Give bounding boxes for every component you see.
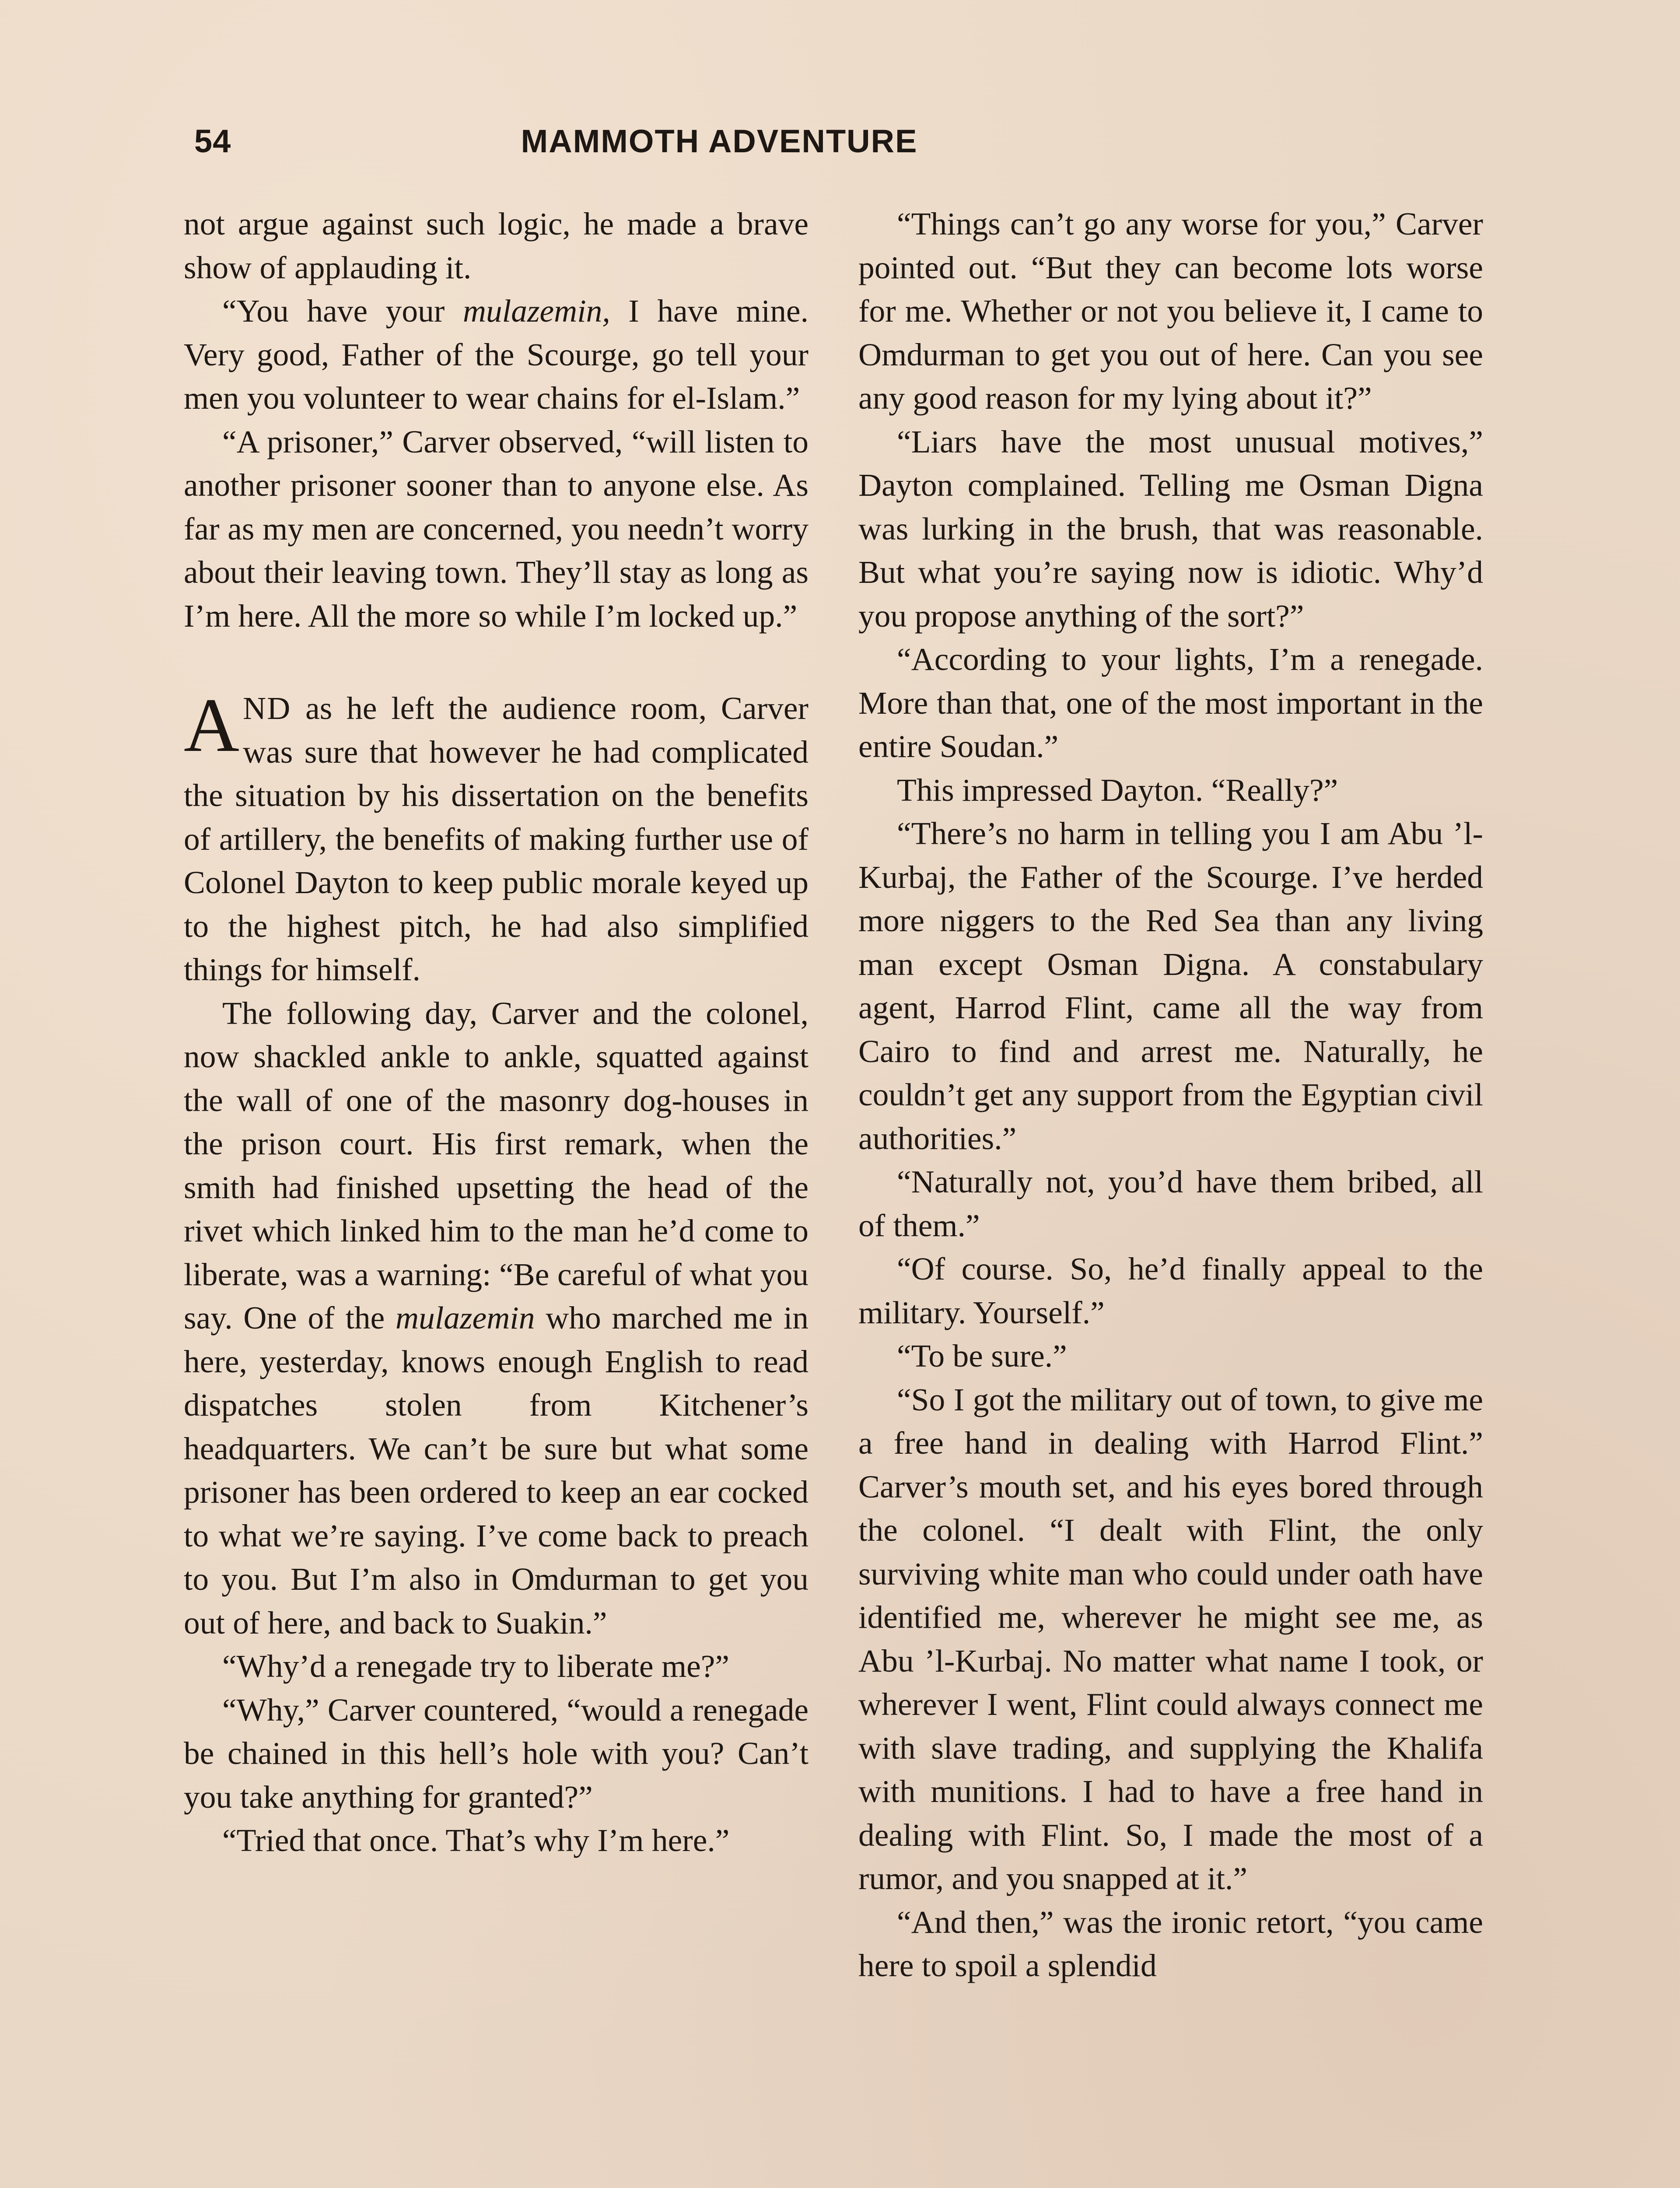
paragraph: “Why,” Carver countered, “would a renegade be chained in this hell’s hole with you? Can’t you take anything for granted?”	[184, 1692, 808, 1815]
paragraph	[184, 289, 808, 420]
text-run: I have mine. Very good, Father of the Scourge, go tell your men you volunteer to wear chains for el-Islam.”	[184, 293, 808, 416]
paragraph: “Of course. So, he’d finally appeal to the military. Yourself.”	[858, 1251, 1483, 1330]
text-run: “You have your	[222, 293, 463, 329]
page-number: 54	[194, 123, 231, 159]
lead-in: ND	[243, 691, 291, 726]
paragraph: “Naturally not, you’d have them bribed, all of them.”	[858, 1164, 1483, 1243]
left-column	[184, 202, 808, 1862]
paragraph: “According to your lights, I’m a renegade. More than that, one of the most important in the entire Soudan.”	[858, 642, 1483, 764]
paragraph: “And then,” was the ironic retort, “you came here to spoil a splendid	[858, 1904, 1483, 1983]
text-run: as he left the audience room, Carver was sure that however he had complicated the situation by his dissertation on the benefits of artillery, the benefits of making further use of Colonel Dayton to keep public morale keyed up to the highest pitch, he had also simplified things for himself.	[184, 691, 808, 987]
drop-cap: A	[184, 683, 240, 768]
paragraph: “To be sure.”	[897, 1338, 1067, 1374]
right-column	[858, 202, 1483, 1988]
paragraph: “Tried that once. That’s why I’m here.”	[222, 1823, 730, 1858]
paragraph: “Why’d a renegade try to liberate me?”	[222, 1648, 730, 1684]
italic-word: mulazemin,	[462, 293, 610, 329]
section-start-paragraph	[184, 683, 808, 992]
paragraph: This impressed Dayton. “Really?”	[897, 772, 1338, 808]
page-header	[194, 117, 1052, 165]
running-head: MAMMOTH ADVENTURE	[521, 123, 918, 159]
paragraph: “So I got the military out of town, to give me a free hand in dealing with Harrod Flint.” Carver’s mouth set, and his eyes bored through the colonel. “I dealt with Flint, the only surviving white man who could under oath have identified me, wherever he might see me, as Abu ’l-Kurbaj. No matter what name I took, or wherever I went, Flint could always connect me with slave trading, and supplying the Khalifa with munitions. I had to have a free hand in dealing with Flint. So, I made the most of a rumor, and you snapped at it.”	[858, 1382, 1483, 1896]
paragraph: “Liars have the most unusual motives,” Dayton complained. Telling me Osman Digna was lurking in the brush, that was reasonable. But what you’re saying now is idiotic. Why’d you propose anything of the sort?”	[858, 424, 1483, 634]
paragraph: “There’s no harm in telling you I am Abu ’l-Kurbaj, the Father of the Scourge. I’ve herded more niggers to the Red Sea than any living man except Osman Digna. A constabulary agent, Harrod Flint, came all the way from Cairo to find and arrest me. Naturally, he couldn’t get any support from the Egyptian civil authorities.”	[858, 816, 1483, 1156]
paragraph: “Things can’t go any worse for you,” Carver pointed out. “But they can become lots worse for me. Whether or not you believe it, I came to Omdurman to get you out of here. Can you see any good reason for my lying about it?”	[858, 206, 1483, 416]
italic-word: mulazemin	[396, 1300, 535, 1336]
text-run: The following day, Carver and the colonel, now shackled ankle to ankle, squatted against the wall of one of the masonry dog-houses in the prison court. His first remark, when the smith had finished upsetting the head of the rivet which linked him to the man he’d come to liberate, was a warning: “Be careful of what you say. One of the	[184, 995, 808, 1336]
paragraph: “A prisoner,” Carver observed, “will listen to another prisoner sooner than to anyone else. As far as my men are concerned, you needn’t worry about their leaving town. They’ll stay as long as I’m here. All the more so while I’m locked up.”	[184, 424, 808, 634]
paragraph	[184, 992, 808, 1645]
paragraph: not argue against such logic, he made a brave show of applauding it.	[184, 206, 808, 285]
text-run: who marched me in here, yesterday, knows enough English to read dispatches stolen from Kitchener’s headquarters. We can’t be sure but what some prisoner has been ordered to keep an ear cocked to what we’re saying. I’ve come back to preach to you. But I’m also in Omdurman to get you out of here, and back to Suakin.”	[184, 1300, 808, 1641]
